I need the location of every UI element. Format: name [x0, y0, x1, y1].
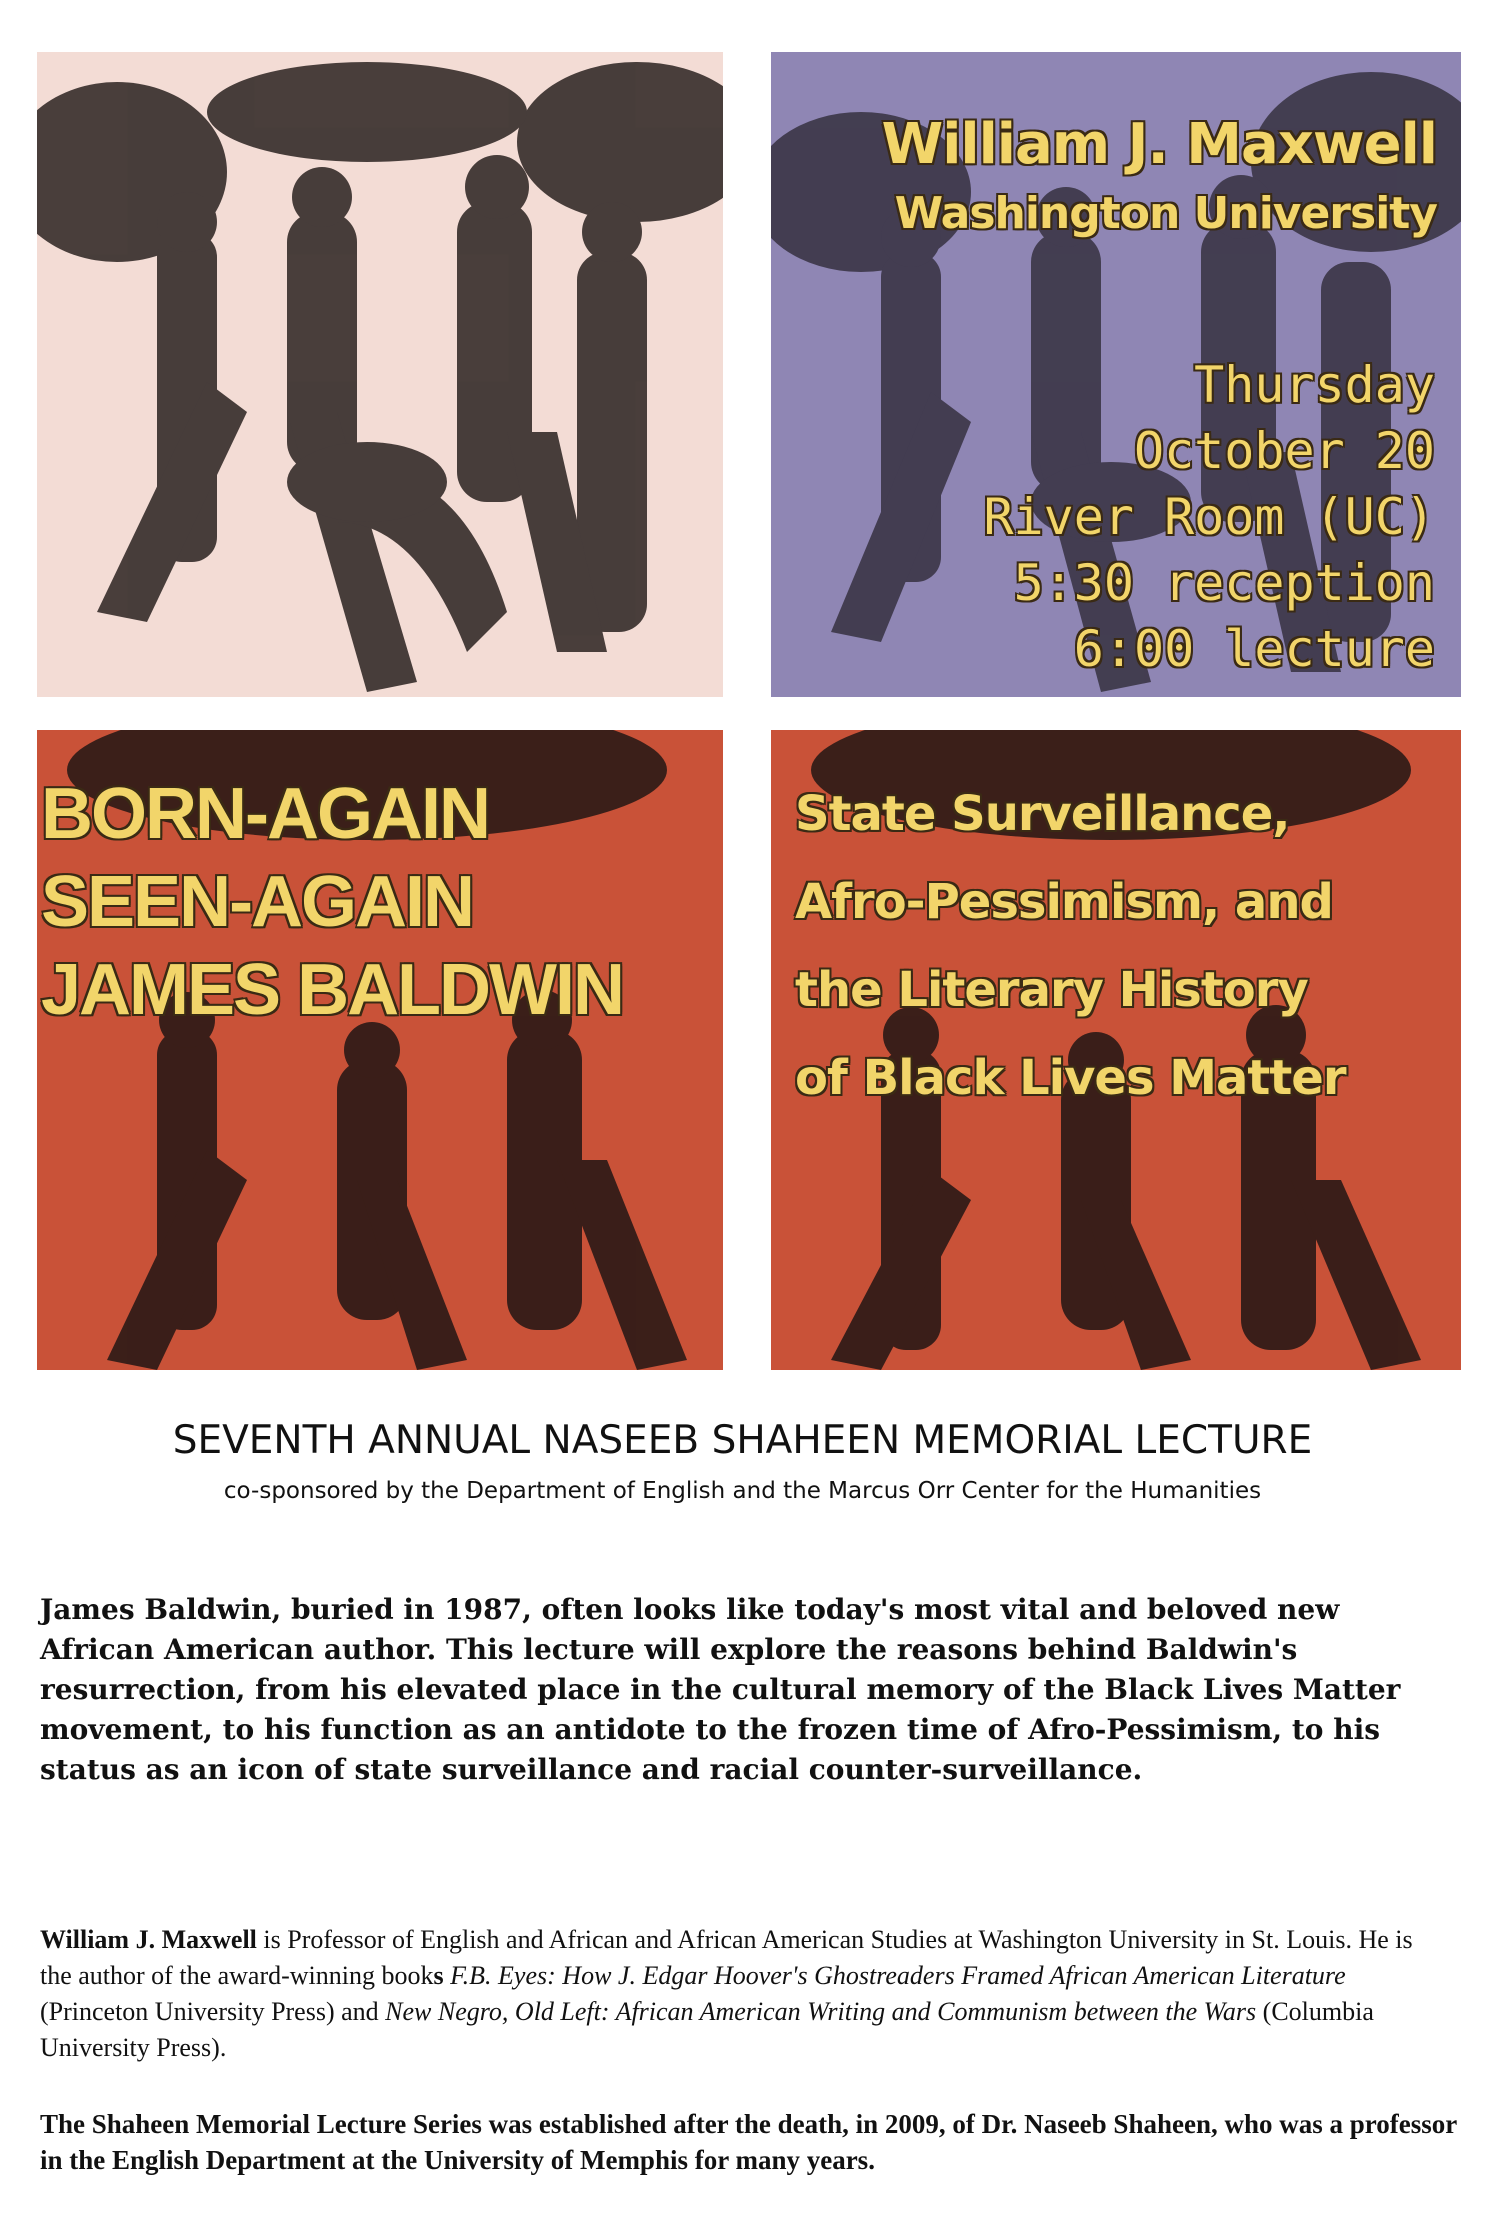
lecture-subtitle	[795, 770, 1346, 1122]
event-location: River Room (UC)	[983, 488, 1435, 546]
speaker-name: William J. Maxwell	[881, 112, 1437, 177]
title-panel-right	[771, 730, 1461, 1370]
title-panel-left	[37, 730, 723, 1370]
speaker-affiliation: Washington University	[894, 188, 1437, 239]
series-title: SEVENTH ANNUAL NASEEB SHAHEEN MEMORIAL LECTURE	[172, 1418, 1313, 1463]
event-date: October 20	[1133, 422, 1435, 480]
event-lecture-time: 6:00 lecture	[1073, 620, 1435, 678]
event-day: Thursday	[1194, 356, 1435, 414]
bio-plural-s: s	[433, 1961, 444, 1990]
protest-illustration	[37, 52, 723, 697]
lecture-title-main	[41, 770, 623, 1034]
event-reception-time: 5:30 reception	[1013, 554, 1435, 612]
title-line-1: BORN-AGAIN	[41, 774, 489, 854]
bio-book-1: F.B. Eyes: How J. Edgar Hoover's Ghostreaders Framed African American Literature	[450, 1961, 1346, 1990]
bio-speaker-name: William J. Maxwell	[40, 1925, 257, 1954]
bio-publisher-1: (Princeton University Press) and	[40, 1997, 386, 2026]
bio-text: is Professor of English and African and African American Studies at Washington University in St. Louis. He is the author of the award-winning book	[40, 1925, 1413, 1990]
event-details	[983, 352, 1435, 682]
bio-book-2: New Negro, Old Left: African American Writing and Communism between the Wars	[385, 1997, 1257, 2026]
subtitle-line-2: Afro-Pessimism, and	[795, 874, 1333, 930]
bio-publisher-2: (Columbia University Press).	[40, 1997, 1374, 2062]
series-note: The Shaheen Memorial Lecture Series was established after the death, in 2009, of Dr. Naseeb Shaheen, who was a professor in the English Department at the University of Memphis for many years.	[40, 2109, 1457, 2175]
speaker-bio	[40, 1922, 1450, 2066]
title-line-3: JAMES BALDWIN	[41, 950, 623, 1030]
protest-image-pink	[37, 52, 723, 697]
subtitle-line-4: of Black Lives Matter	[795, 1050, 1346, 1106]
lecture-abstract: James Baldwin, buried in 1987, often looks like today's most vital and beloved new African American author. This lecture will explore the reasons behind Baldwin's resurrection, from his elevated place in the cultural memory of the Black Lives Matter movement, to his function as an antidote to the frozen time of Afro-Pessimism, to his status as an icon of state surveillance and racial counter-surveillance.	[40, 1593, 1401, 1786]
subtitle-line-1: State Surveillance,	[795, 786, 1290, 842]
cosponsor-line: co-sponsored by the Department of English and the Marcus Orr Center for the Humanities	[223, 1478, 1262, 1504]
title-line-2: SEEN-AGAIN	[41, 862, 474, 942]
subtitle-line-3: the Literary History	[795, 962, 1308, 1018]
speaker-panel	[771, 52, 1461, 697]
